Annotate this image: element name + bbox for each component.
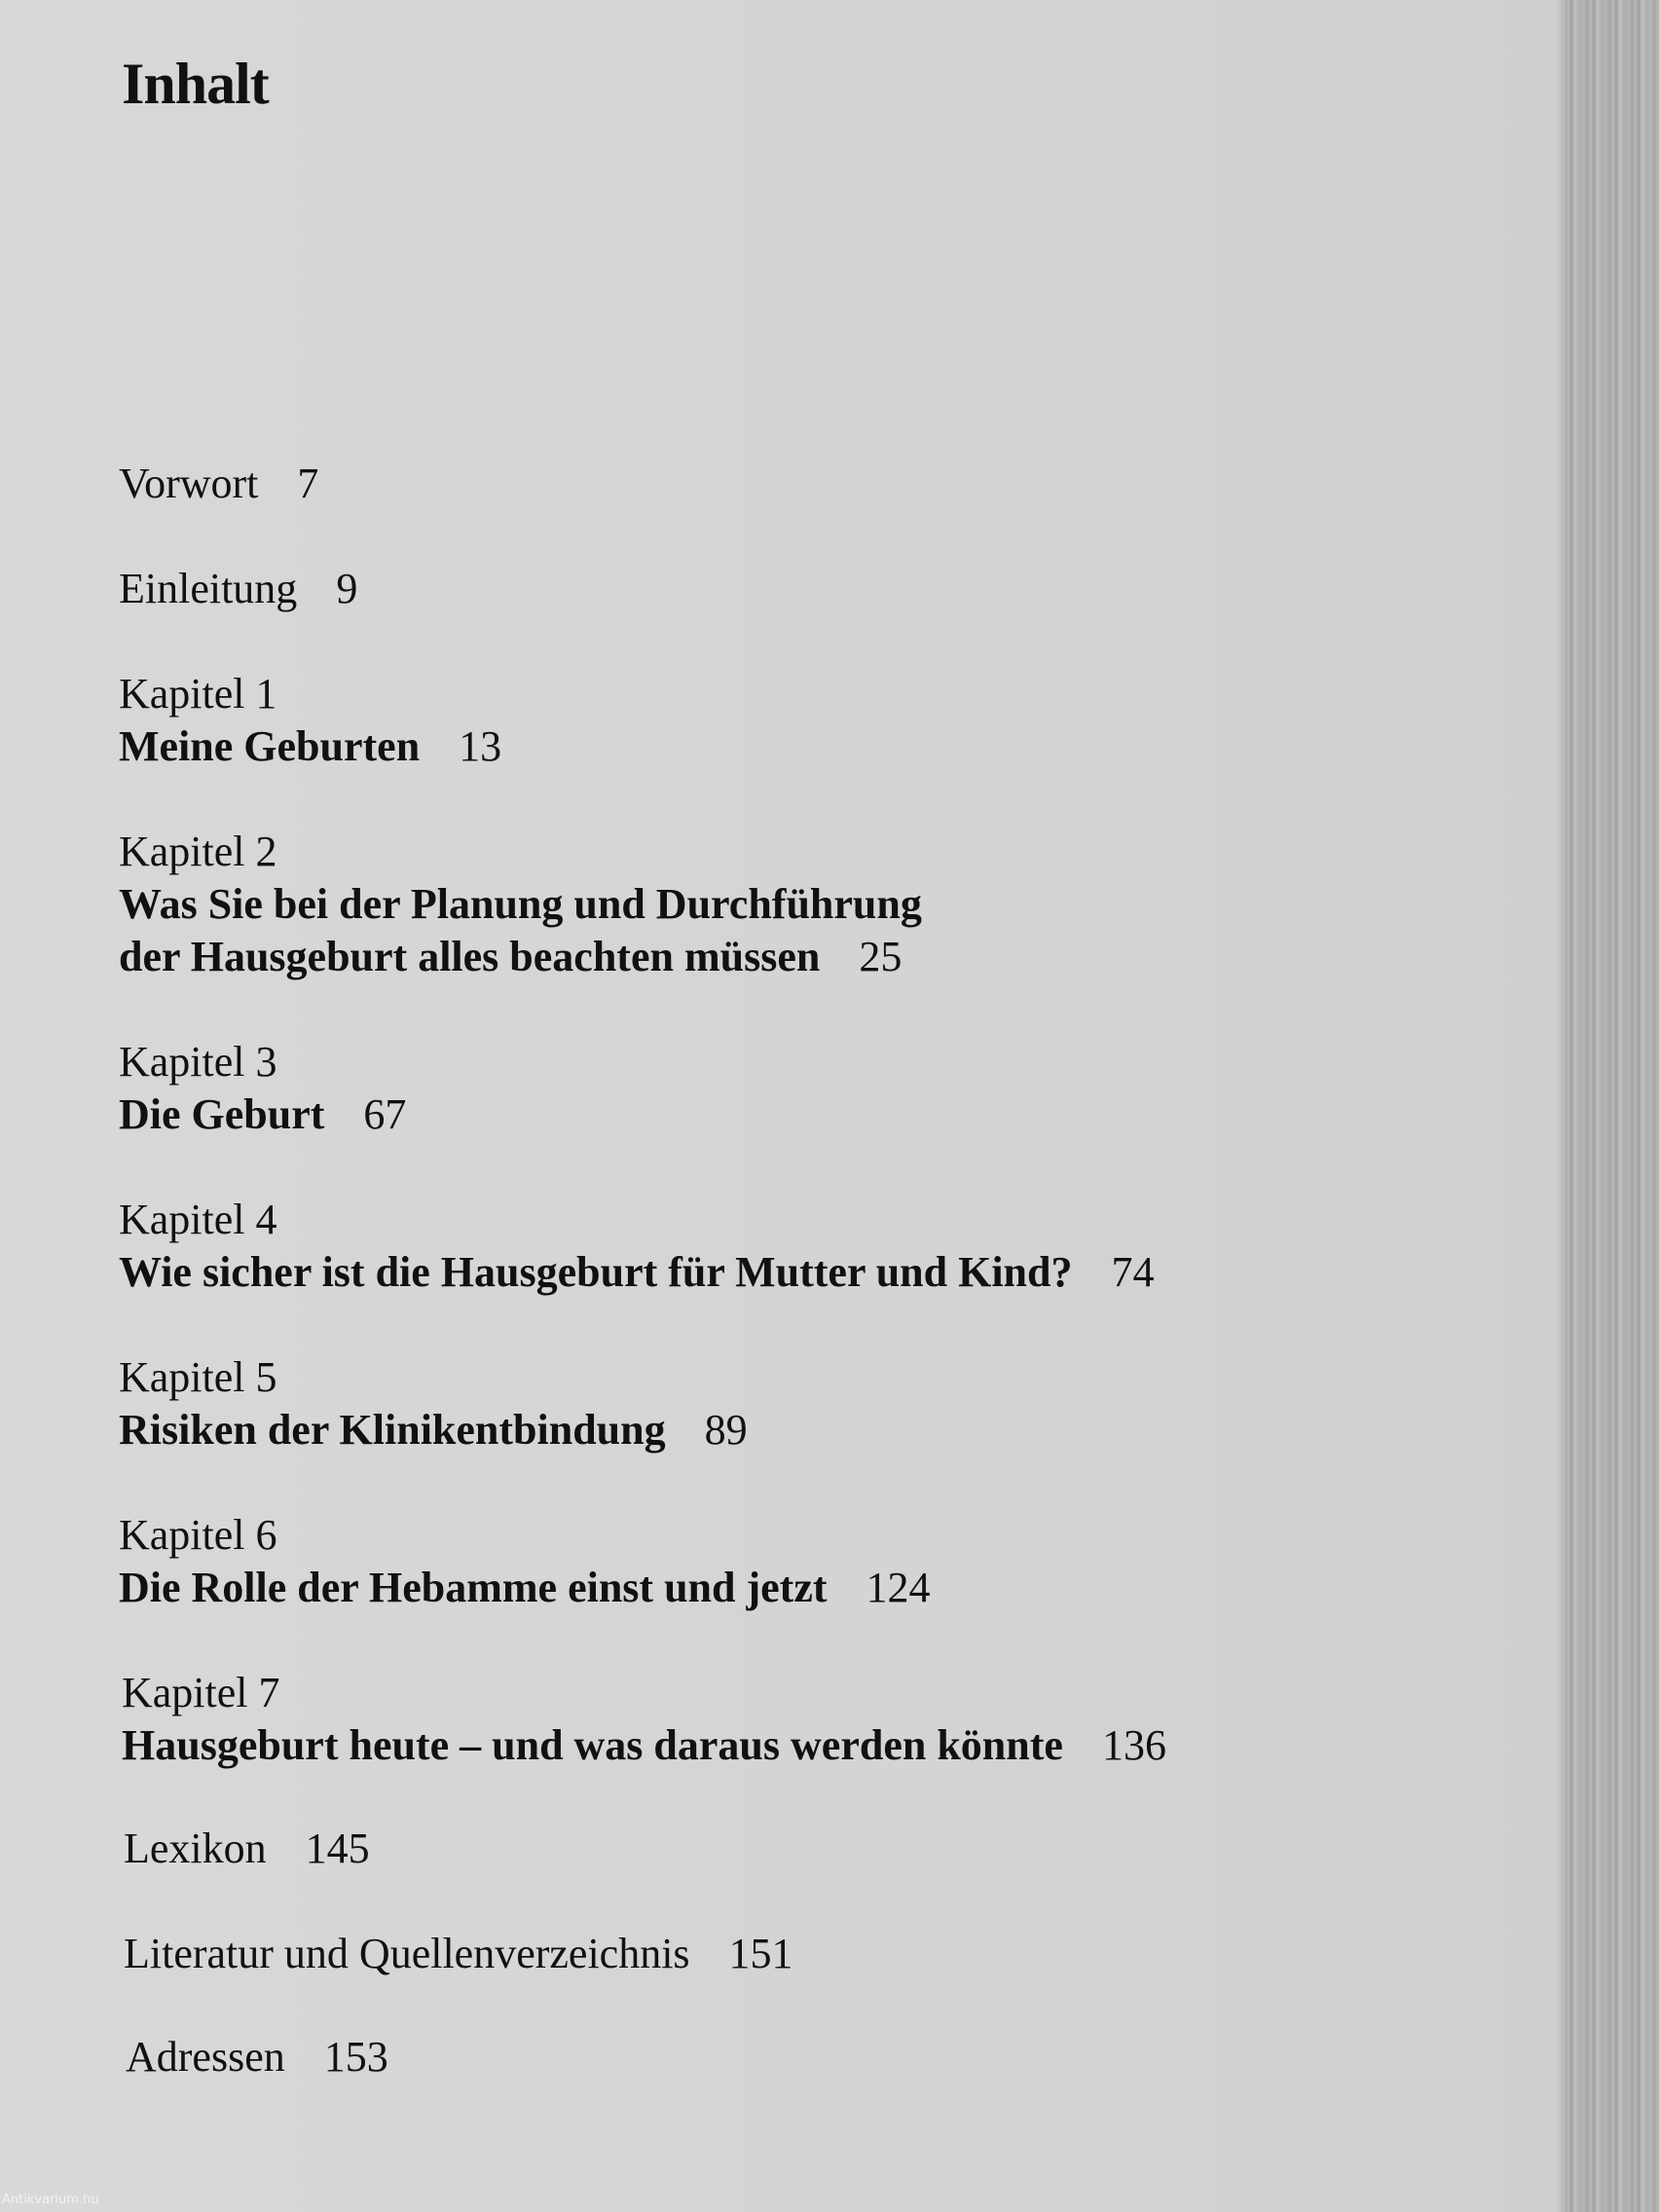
chapter-title-line: der Hausgeburt alles beachten müssen (119, 933, 821, 980)
toc-page-number: 9 (336, 565, 358, 612)
toc-entry-label: Lexikon (124, 1825, 267, 1872)
toc-page-number: 145 (305, 1825, 370, 1872)
chapter-title (119, 720, 501, 773)
toc-chapter-2 (119, 826, 922, 983)
toc-entry-lexikon (124, 1823, 370, 1875)
toc-page-number: 136 (1101, 1721, 1166, 1769)
chapter-title (119, 931, 922, 983)
toc-page-number: 13 (459, 722, 502, 770)
chapter-title-line: Die Geburt (119, 1090, 325, 1138)
chapter-title-line: Risiken der Klinikentbindung (119, 1406, 666, 1454)
toc-entry-vorwort (119, 458, 318, 510)
toc-chapter-1 (119, 668, 501, 773)
toc-entry-label: Einleitung (119, 565, 298, 612)
toc-chapter-7 (122, 1667, 1166, 1772)
chapter-title-line: Meine Geburten (119, 722, 421, 770)
toc-entry-einleitung (119, 563, 357, 615)
toc-page-number: 67 (363, 1090, 407, 1138)
toc-page-number: 89 (704, 1406, 748, 1454)
chapter-label: Kapitel 6 (119, 1511, 277, 1559)
toc-chapter-5 (119, 1351, 748, 1456)
chapter-label: Kapitel 1 (119, 670, 277, 718)
toc-entry-label: Vorwort (119, 460, 259, 507)
chapter-title-line: Hausgeburt heute – und was daraus werden könnte (122, 1721, 1063, 1769)
toc-entry-label: Literatur und Quellenverzeichnis (124, 1930, 690, 1977)
wood-background (1566, 0, 1659, 2212)
toc-page-number: 7 (297, 460, 319, 507)
toc-entry-label: Adressen (126, 2033, 285, 2081)
chapter-label: Kapitel 4 (119, 1196, 277, 1243)
chapter-title (119, 1246, 1155, 1299)
chapter-title (119, 1404, 748, 1456)
toc-page-number: 124 (866, 1564, 931, 1611)
chapter-label: Kapitel 5 (119, 1353, 277, 1401)
chapter-title (119, 1562, 931, 1614)
toc-entry-adressen (126, 2031, 388, 2083)
chapter-title (119, 1088, 406, 1141)
chapter-title-line: Wie sicher ist die Hausgeburt für Mutter und Kind? (119, 1248, 1073, 1296)
toc-chapter-6 (119, 1509, 931, 1614)
chapter-label: Kapitel 2 (119, 828, 277, 875)
toc-entry-literatur (124, 1928, 793, 1980)
chapter-label: Kapitel 3 (119, 1038, 277, 1086)
chapter-title (122, 1719, 1166, 1772)
chapter-title-line: Was Sie bei der Planung und Durchführung (119, 880, 922, 928)
toc-page-number: 153 (323, 2033, 388, 2081)
toc-page-number: 25 (859, 933, 903, 980)
toc-chapter-3 (119, 1036, 406, 1141)
toc-chapter-4 (119, 1194, 1155, 1299)
toc-page-number: 74 (1111, 1248, 1155, 1296)
page-title: Inhalt (122, 52, 269, 116)
chapter-title-line: Die Rolle der Hebamme einst und jetzt (119, 1564, 828, 1611)
toc-page-number: 151 (728, 1930, 793, 1977)
chapter-label: Kapitel 7 (122, 1669, 280, 1716)
watermark: Antikvarium.hu (2, 2193, 99, 2207)
